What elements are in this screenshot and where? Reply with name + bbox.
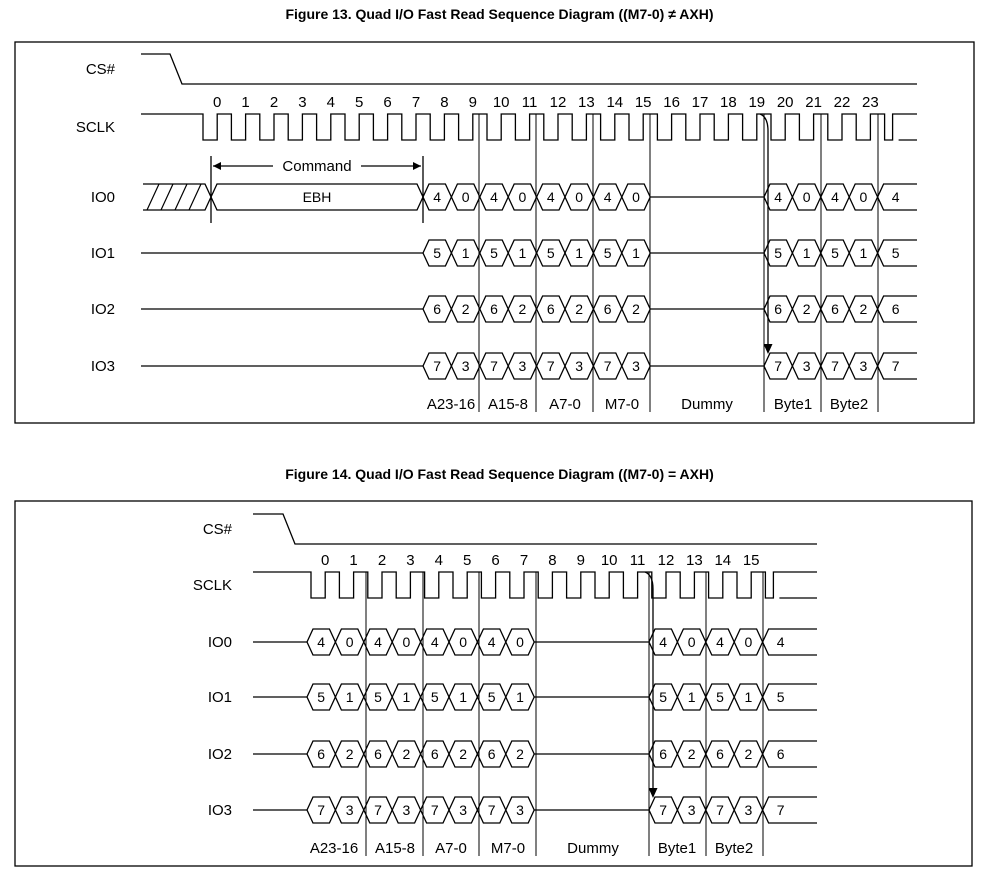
signal-label: IO3 [207, 802, 232, 819]
data-bit-value: 5 [831, 245, 839, 261]
clock-number: 21 [805, 94, 822, 111]
signal-label: SCLK [192, 577, 232, 594]
data-bit-value: 3 [802, 358, 811, 374]
data-bit-value: 7 [891, 358, 900, 374]
figure-13-title: Figure 13. Quad I/O Fast Read Sequence Diagram ((M7-0) ≠ AXH) [285, 6, 714, 22]
data-bit-value: 3 [687, 802, 696, 818]
clock-number: 16 [663, 94, 680, 111]
signal-label: CS# [202, 521, 232, 538]
io-bit-value: 2 [402, 746, 411, 762]
command-label: Command [282, 158, 352, 175]
io-bit-value: 0 [459, 634, 468, 650]
clock-number: 9 [576, 552, 585, 569]
phase-label: A15-8 [487, 396, 529, 413]
phase-label: M7-0 [490, 840, 526, 857]
io-bit-value: 1 [345, 689, 354, 705]
phase-label: A23-16 [309, 840, 359, 857]
clock-number: 12 [549, 94, 567, 111]
phase-label: A15-8 [374, 840, 416, 857]
clock-number: 15 [742, 552, 760, 569]
io-bit-value: 4 [430, 634, 439, 650]
io-bit-value: 7 [374, 802, 382, 818]
clock-number: 14 [606, 94, 624, 111]
phase-label: A7-0 [549, 396, 581, 413]
io-bit-value: 7 [433, 358, 442, 374]
io-bit-value: 1 [461, 245, 470, 261]
io-bit-value: 3 [516, 802, 524, 818]
clock-number: 13 [578, 94, 595, 111]
io-bit-value: 2 [516, 746, 524, 762]
io-bit-value: 6 [490, 301, 498, 317]
phase-label: A23-16 [426, 396, 476, 413]
io-bit-value: 4 [374, 634, 382, 650]
data-bit-value: 6 [659, 746, 668, 762]
io-bit-value: 1 [632, 245, 640, 261]
data-bit-value: 0 [744, 634, 753, 650]
io-bit-value: 1 [459, 689, 468, 705]
io-bit-value: 3 [461, 358, 470, 374]
data-bit-value: 5 [774, 245, 783, 261]
data-bit-value: 6 [776, 746, 785, 762]
io-bit-value: 0 [518, 189, 527, 205]
signal-label: CS# [85, 61, 115, 78]
io-bit-value: 1 [518, 245, 527, 261]
clock-number: 5 [355, 94, 364, 111]
io-bit-value: 7 [317, 802, 326, 818]
phase-label: A7-0 [435, 840, 467, 857]
signal-label: IO0 [90, 189, 115, 206]
phase-label: Byte1 [657, 840, 697, 857]
signal-label: IO1 [207, 689, 232, 706]
data-bit-value: 6 [891, 301, 900, 317]
io-bit-value: 5 [487, 689, 496, 705]
data-bus-tail [763, 684, 817, 710]
io-bit-value: 5 [603, 245, 612, 261]
io-bit-value: 6 [433, 301, 442, 317]
io-bit-value: 1 [516, 689, 524, 705]
io-bit-value: 6 [546, 301, 555, 317]
data-bit-value: 4 [831, 189, 839, 205]
phase-label: Dummy [681, 396, 733, 413]
data-bit-value: 4 [891, 189, 900, 205]
clock-number: 8 [548, 552, 557, 569]
clock-number: 0 [213, 94, 222, 111]
clock-number: 2 [377, 552, 387, 569]
io-bit-value: 3 [518, 358, 527, 374]
signal-label: IO2 [90, 301, 115, 318]
io-bit-value: 5 [546, 245, 555, 261]
data-bit-value: 5 [891, 245, 900, 261]
data-bit-value: 4 [716, 634, 724, 650]
phase-label: Dummy [567, 840, 619, 857]
clock-number: 15 [634, 94, 652, 111]
sclk-waveform [253, 572, 817, 598]
clock-number: 18 [720, 94, 737, 111]
data-bit-value: 5 [659, 689, 668, 705]
clock-number: 13 [686, 552, 703, 569]
data-bit-value: 2 [802, 301, 811, 317]
clock-number: 7 [411, 94, 421, 111]
io-bit-value: 2 [345, 746, 354, 762]
signal-label: IO0 [207, 634, 232, 651]
clock-number: 12 [657, 552, 675, 569]
data-bit-value: 7 [716, 802, 724, 818]
io-bit-value: 6 [603, 301, 612, 317]
clock-number: 22 [833, 94, 851, 111]
phase-label: Byte2 [714, 840, 754, 857]
clock-number: 0 [321, 552, 330, 569]
clock-number: 17 [691, 94, 709, 111]
clock-number: 3 [406, 552, 415, 569]
data-bit-value: 2 [744, 746, 753, 762]
io-bit-value: 5 [430, 689, 439, 705]
io-bit-value: 5 [374, 689, 382, 705]
data-bit-value: 7 [659, 802, 668, 818]
data-bus-tail [763, 629, 817, 655]
clock-number: 1 [349, 552, 358, 569]
clock-number: 6 [491, 552, 500, 569]
io-bit-value: 4 [487, 634, 496, 650]
io-bit-value: 0 [402, 634, 411, 650]
clock-number: 2 [269, 94, 279, 111]
io-bit-value: 6 [430, 746, 439, 762]
io-bit-value: 5 [490, 245, 498, 261]
io-bit-value: 2 [575, 301, 584, 317]
io-bit-value: 0 [345, 634, 354, 650]
data-bit-value: 2 [859, 301, 868, 317]
io-bit-value: 6 [374, 746, 382, 762]
clock-number: 8 [440, 94, 449, 111]
data-bit-value: 1 [859, 245, 868, 261]
clock-number: 20 [776, 94, 794, 111]
data-bit-value: 6 [774, 301, 783, 317]
clock-number: 10 [492, 94, 510, 111]
data-bit-value: 0 [859, 189, 868, 205]
clock-number: 11 [521, 94, 538, 111]
io-bit-value: 0 [516, 634, 524, 650]
data-bit-value: 3 [859, 358, 868, 374]
io-bit-value: 2 [461, 301, 470, 317]
clock-number: 23 [862, 94, 879, 111]
clock-number: 4 [434, 552, 443, 569]
clock-number: 10 [600, 552, 618, 569]
data-bit-value: 6 [831, 301, 839, 317]
io-bit-value: 2 [632, 301, 640, 317]
io-bit-value: 7 [487, 802, 496, 818]
io-bit-value: 1 [402, 689, 411, 705]
io-bit-value: 0 [632, 189, 640, 205]
data-bit-value: 6 [716, 746, 724, 762]
io-bit-value: 3 [632, 358, 640, 374]
io-bit-value: 4 [433, 189, 442, 205]
signal-label: SCLK [75, 119, 115, 136]
clock-number: 1 [241, 94, 250, 111]
io-bit-value: 1 [575, 245, 584, 261]
phase-label: Byte1 [773, 396, 813, 413]
data-bus-tail [763, 741, 817, 767]
clock-number: 11 [629, 552, 646, 569]
io-bit-value: 3 [402, 802, 411, 818]
cs-waveform [253, 514, 817, 544]
io-bit-value: 7 [490, 358, 498, 374]
io-bit-value: 0 [461, 189, 470, 205]
data-bit-value: 4 [659, 634, 668, 650]
clock-number: 3 [298, 94, 307, 111]
data-bit-value: 4 [774, 189, 783, 205]
data-bit-value: 7 [774, 358, 783, 374]
clock-number: 9 [468, 94, 477, 111]
phase-label: M7-0 [604, 396, 640, 413]
phase-label: Byte2 [829, 396, 869, 413]
io-bit-value: 3 [575, 358, 584, 374]
clock-number: 4 [326, 94, 335, 111]
io-bit-value: 4 [490, 189, 498, 205]
clock-number: 6 [383, 94, 392, 111]
io-bit-value: 2 [518, 301, 527, 317]
io-bit-value: 2 [459, 746, 468, 762]
figure-14-title: Figure 14. Quad I/O Fast Read Sequence Diagram ((M7-0) = AXH) [285, 466, 714, 482]
signal-label: IO1 [90, 245, 115, 262]
io-bit-value: 5 [317, 689, 326, 705]
io-bit-value: 3 [345, 802, 354, 818]
io-bit-value: 5 [433, 245, 442, 261]
data-bit-value: 4 [776, 634, 785, 650]
data-bit-value: 0 [687, 634, 696, 650]
data-bit-value: 7 [831, 358, 839, 374]
data-bit-value: 2 [687, 746, 696, 762]
io-bit-value: 0 [575, 189, 584, 205]
clock-number: 14 [714, 552, 732, 569]
io-bit-value: 7 [430, 802, 439, 818]
clock-number: 7 [519, 552, 529, 569]
data-bit-value: 1 [687, 689, 696, 705]
data-bit-value: 5 [776, 689, 785, 705]
io-bit-value: 7 [546, 358, 555, 374]
signal-label: IO3 [90, 358, 115, 375]
io-bit-value: 7 [603, 358, 612, 374]
data-bus-tail [763, 797, 817, 823]
io-bit-value: 4 [603, 189, 612, 205]
io-bit-value: 6 [487, 746, 496, 762]
io-bit-value: 3 [459, 802, 468, 818]
data-bit-value: 1 [802, 245, 811, 261]
io-bit-value: 4 [317, 634, 326, 650]
data-bit-value: 1 [744, 689, 753, 705]
io-bit-value: 6 [317, 746, 326, 762]
io-bit-value: 4 [546, 189, 555, 205]
data-bit-value: 7 [776, 802, 785, 818]
data-bit-value: 5 [716, 689, 724, 705]
clock-number: 5 [463, 552, 472, 569]
data-bit-value: 0 [802, 189, 811, 205]
command-value: EBH [302, 189, 332, 205]
signal-label: IO2 [207, 746, 232, 763]
data-bit-value: 3 [744, 802, 753, 818]
clock-number: 19 [748, 94, 766, 111]
